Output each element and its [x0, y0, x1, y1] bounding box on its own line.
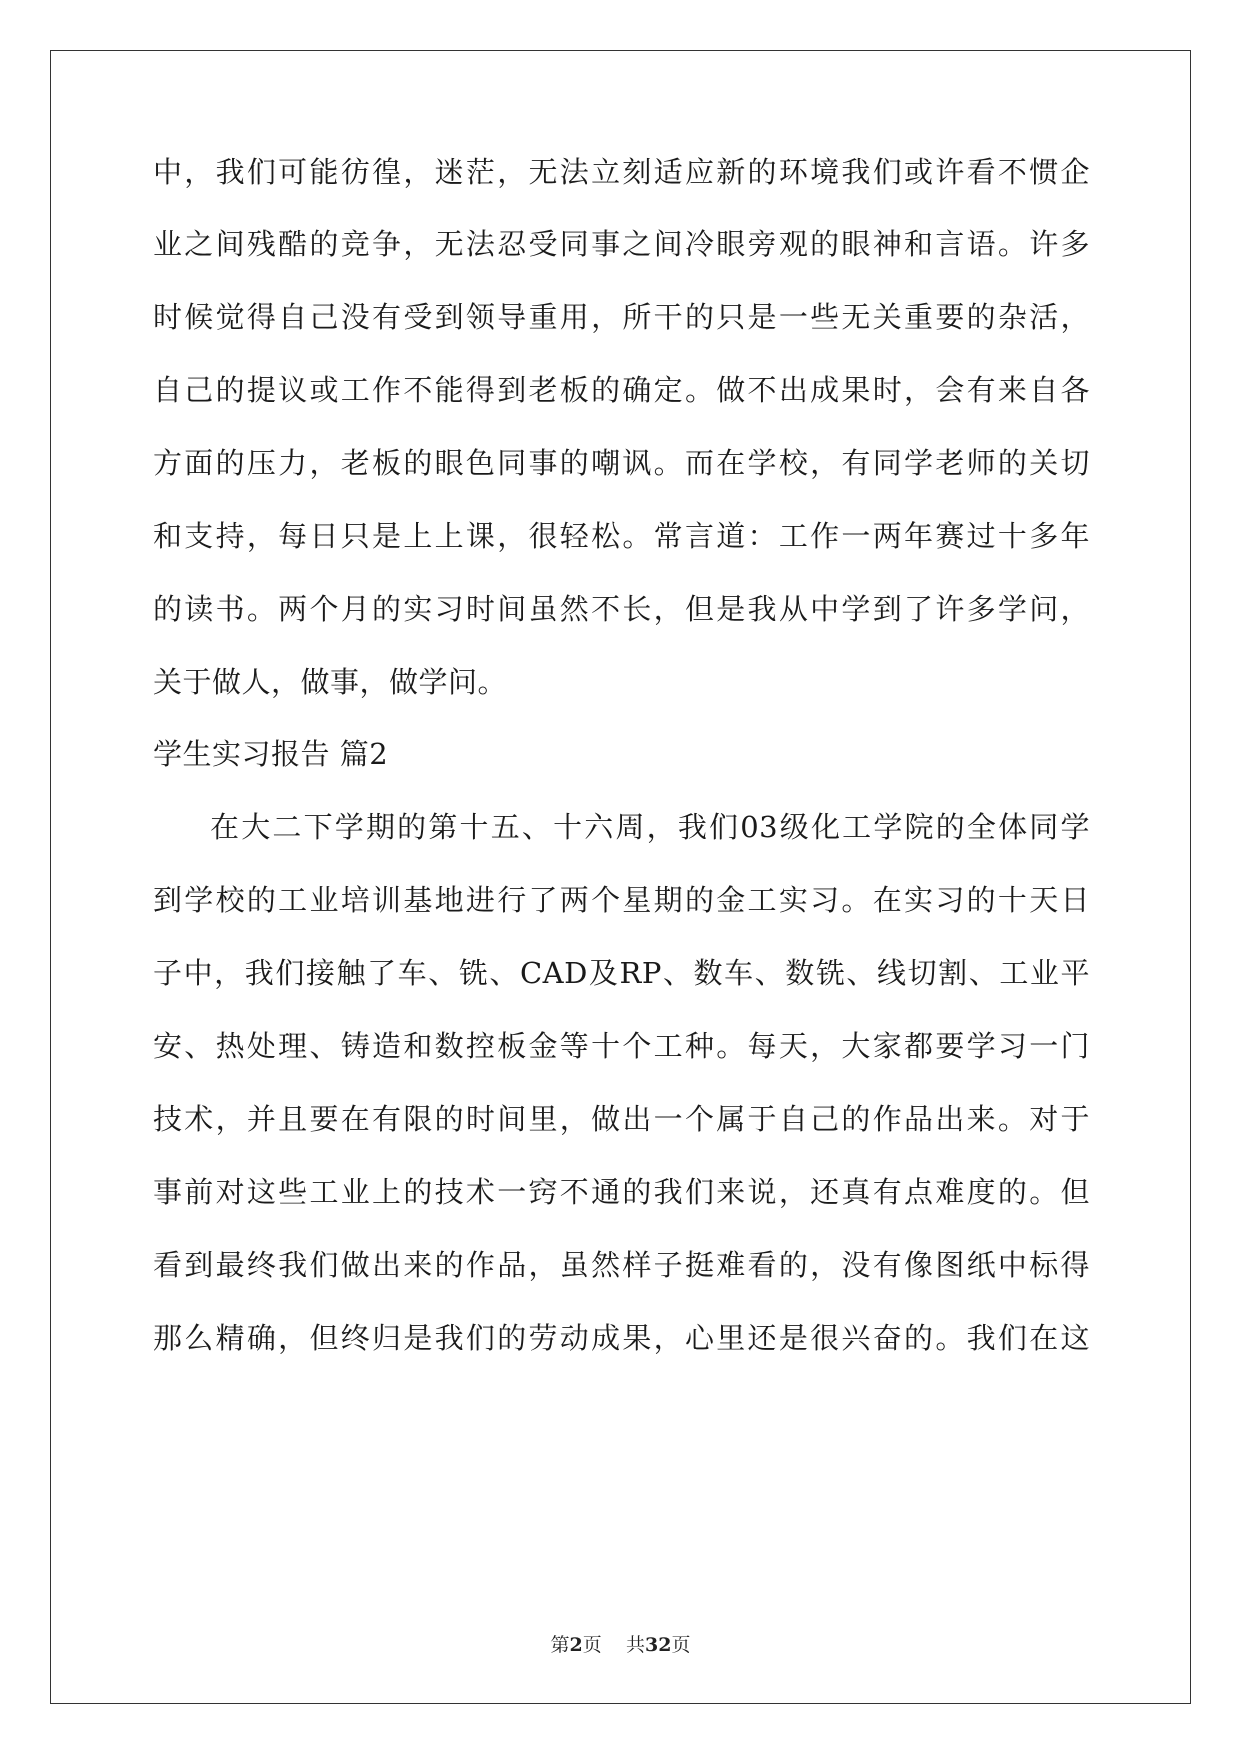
- body-line: 时候觉得自己没有受到领导重用，所干的只是一些无关重要的杂活，: [153, 300, 1090, 334]
- body-line: 业之间残酷的竞争，无法忍受同事之间冷眼旁观的眼神和言语。许多: [153, 227, 1090, 261]
- body-line: 的读书。两个月的实习时间虽然不长，但是我从中学到了许多学问，: [153, 592, 1090, 626]
- body-line: 事前对这些工业上的技术一窍不通的我们来说，还真有点难度的。但: [153, 1175, 1090, 1209]
- footer-page-word: 页: [582, 1634, 602, 1656]
- total-page-count: 32: [644, 1634, 672, 1656]
- body-line: 中，我们可能彷徨，迷茫，无法立刻适应新的环境我们或许看不惯企: [153, 155, 1090, 189]
- footer-total-prefix: 共: [625, 1634, 645, 1656]
- body-line: 自己的提议或工作不能得到老板的确定。做不出成果时，会有来自各: [153, 373, 1090, 407]
- body-line: 在大二下学期的第十五、十六周，我们03级化工学院的全体同学: [210, 810, 1090, 844]
- page-footer: [0, 1633, 1241, 1657]
- body-line: 方面的压力，老板的眼色同事的嘲讽。而在学校，有同学老师的关切: [153, 446, 1090, 480]
- body-line: 关于做人，做事，做学问。: [153, 665, 508, 699]
- body-line: 技术，并且要在有限的时间里，做出一个属于自己的作品出来。对于: [153, 1102, 1090, 1136]
- footer-total-suffix: 页: [671, 1634, 691, 1656]
- body-line: 安、热处理、铸造和数控板金等十个工种。每天，大家都要学习一门: [153, 1029, 1090, 1063]
- current-page-number: 2: [569, 1634, 583, 1656]
- body-line: 到学校的工业培训基地进行了两个星期的金工实习。在实习的十天日: [153, 883, 1090, 917]
- body-line: 那么精确，但终归是我们的劳动成果，心里还是很兴奋的。我们在这: [153, 1321, 1090, 1355]
- body-line: 子中，我们接触了车、铣、CAD及RP、数车、数铣、线切割、工业平: [153, 956, 1090, 990]
- section-heading: 学生实习报告 篇2: [153, 737, 389, 771]
- body-line: 看到最终我们做出来的作品，虽然样子挺难看的，没有像图纸中标得: [153, 1248, 1090, 1282]
- body-line: 和支持，每日只是上上课，很轻松。常言道：工作一两年赛过十多年: [153, 519, 1090, 553]
- footer-prefix: 第: [550, 1634, 570, 1656]
